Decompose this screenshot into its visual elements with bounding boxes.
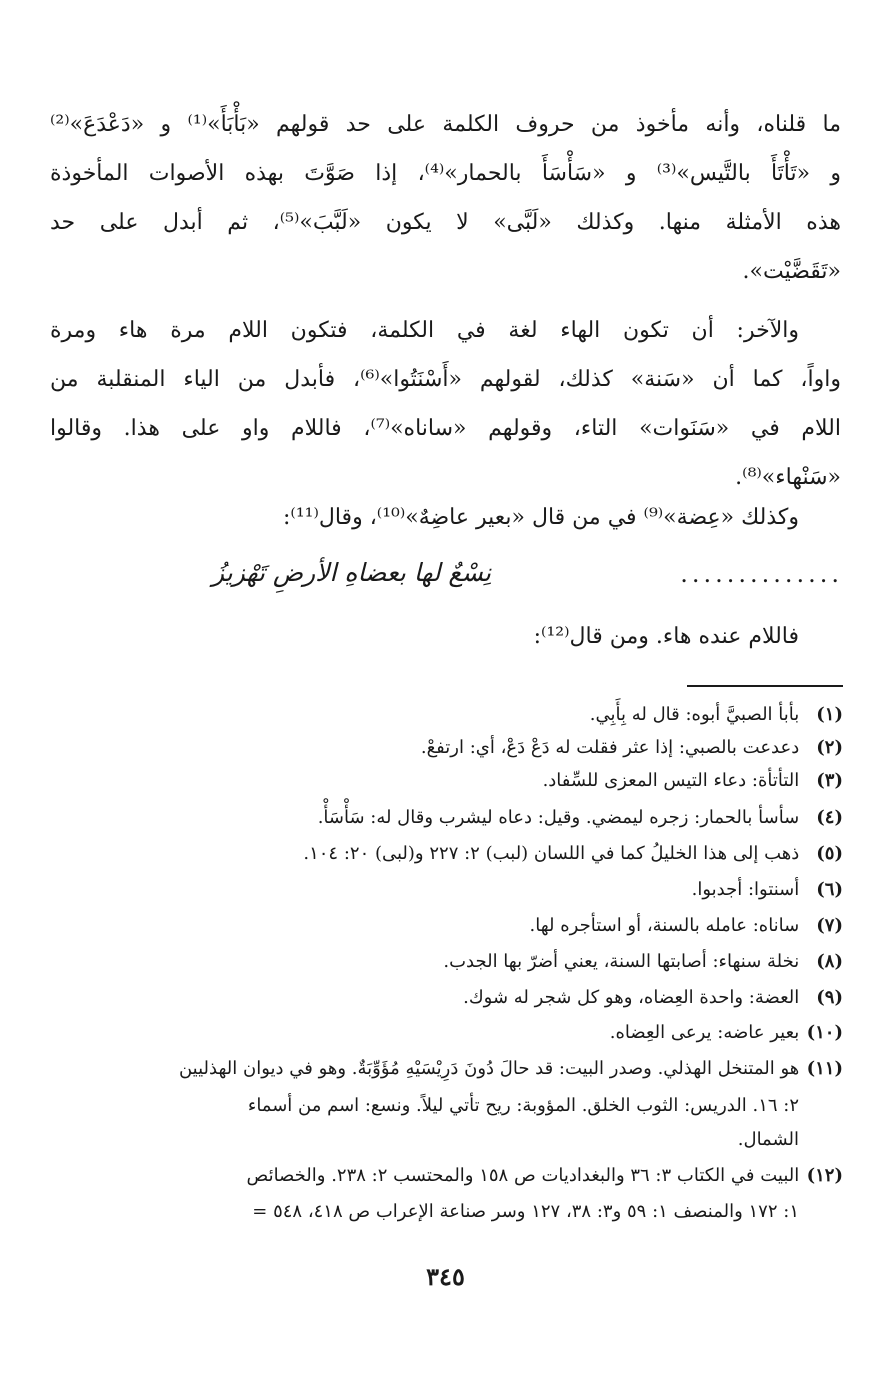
footnote-text: العضة: واحدة العِضاه، وهو كل شجر له شوك. — [463, 987, 800, 1008]
footnote-text: أسنتوا: أجدبوا. — [691, 879, 800, 900]
footnote-12 — [40, 1162, 843, 1190]
footnote-text: نخلة سنهاء: أصابتها السنة، يعني أضرّ بها الجدب. — [443, 951, 800, 972]
footnote-text: البيت في الكتاب ٣: ٣٦ والبغداديات ص ١٥٨ والمحتسب ٢: ٢٣٨. والخصائص — [246, 1165, 800, 1186]
footnote-number: (١٢) — [806, 1165, 843, 1186]
footnote-text: بأبأ الصبيَّ أبوه: قال له بِأَبِي. — [589, 704, 800, 725]
verse-dots: .............. — [680, 560, 843, 588]
footnote-2 — [40, 734, 843, 762]
footnote-number: (٣) — [816, 770, 843, 791]
body-line-1: ما قلناه، وأنه مأخوذ من حروف الكلمة على حد قولهم «بَأْبَأَ»⁽¹⁾ و «دَعْدَعَ»⁽²⁾ — [50, 112, 841, 137]
footnote-separator — [687, 685, 843, 687]
footnote-12-continuation-1: ١: ١٧٢ والمنصف ١: ٥٩ و٣: ٣٨، ١٢٧ وسر صناعة الإعراب ص ٤١٨، ٥٤٨ = — [252, 1201, 799, 1222]
footnote-11-continuation-1: ٢: ١٦. الدريس: الثوب الخلق. المؤوبة: ريح تأتي ليلاً. ونسع: اسم من أسماء — [247, 1095, 799, 1116]
body-line-7: اللام في «سَنَوات» التاء، وقولهم «ساناه»⁽⁷⁾، فاللام واو على هذا. وقالوا — [50, 416, 841, 441]
verse-hemistich: نِسْعٌ لها بعضاهِ الأرضِ تَهْزيزُ — [211, 558, 491, 587]
footnote-number: (٧) — [816, 915, 843, 936]
footnote-11-continuation-2: الشمال. — [737, 1129, 799, 1150]
footnote-6 — [40, 876, 843, 904]
footnote-3 — [40, 767, 843, 795]
footnote-text: التأتأة: دعاء التيس المعزى للسِّفاد. — [542, 770, 800, 791]
body-line-6: واواً، كما أن «سَنة» كذلك، لقولهم «أَسْنَتُوا»⁽⁶⁾، فأبدل من الياء المنقلبة من — [50, 367, 841, 392]
footnote-number: (١٠) — [806, 1022, 843, 1043]
footnote-text: سأسأ بالحمار: زجره ليمضي. وقيل: دعاه ليشرب وقال له: سَأْسَأْ. — [317, 807, 800, 828]
footnote-text: هو المتنخل الهذلي. وصدر البيت: قد حالَ دُونَ دَرِيْسَيْهِ مُؤَوِّبَةٌ. وهو في ديوان الهذليين — [178, 1058, 800, 1079]
footnote-7 — [40, 912, 843, 940]
footnote-number: (٩) — [816, 987, 843, 1008]
footnote-number: (٥) — [816, 843, 843, 864]
footnote-1 — [40, 701, 843, 729]
page-number: ٣٤٥ — [426, 1262, 465, 1291]
footnote-11 — [40, 1055, 843, 1083]
body-line-3: هذه الأمثلة منها. وكذلك «لَبَّى» لا يكون «لَبَّبَ»⁽⁵⁾، ثم أبدل على حد — [50, 210, 841, 235]
footnote-number: (٦) — [816, 879, 843, 900]
body-line-2: و «تَأْتَأَ بالتَّيس»⁽³⁾ و «سَأْسَأَ بالحمار»⁽⁴⁾، إذا صَوَّتَ بهذه الأصوات المأخوذة — [50, 161, 841, 186]
body-line-8: «سَنْهاء»⁽⁸⁾. — [735, 465, 841, 490]
footnote-number: (٤) — [816, 807, 843, 828]
footnote-8 — [40, 948, 843, 976]
footnote-number: (١١) — [806, 1058, 843, 1079]
footnote-number: (٢) — [816, 737, 843, 758]
body-line-9: وكذلك «عِضة»⁽⁹⁾ في من قال «بعير عاضِهٌ»⁽¹⁰⁾، وقال⁽¹¹⁾: — [283, 505, 799, 530]
footnote-4 — [40, 804, 843, 832]
body-line-4: «تَقَضَّيْت». — [742, 259, 841, 284]
footnote-text: ذهب إلى هذا الخليلُ كما في اللسان (لبب) ٢: ٢٢٧ و(لبى) ٢٠: ١٠٤. — [303, 843, 800, 864]
footnote-number: (١) — [816, 704, 843, 725]
body-line-5: والآخر: أن تكون الهاء لغة في الكلمة، فتكون اللام مرة هاء ومرة — [50, 318, 799, 343]
footnote-5 — [40, 840, 843, 868]
footnote-text: دعدعت بالصبي: إذا عثر فقلت له دَعْ دَعْ، أي: ارتفعْ. — [420, 737, 800, 758]
footnote-9 — [40, 984, 843, 1012]
body-line-10: فاللام عنده هاء. ومن قال⁽¹²⁾: — [533, 624, 799, 649]
footnote-number: (٨) — [816, 951, 843, 972]
footnote-text: بعير عاضه: يرعى العِضاه. — [609, 1022, 800, 1043]
footnote-text: ساناه: عامله بالسنة، أو استأجره لها. — [529, 915, 800, 936]
footnote-10 — [40, 1019, 843, 1047]
